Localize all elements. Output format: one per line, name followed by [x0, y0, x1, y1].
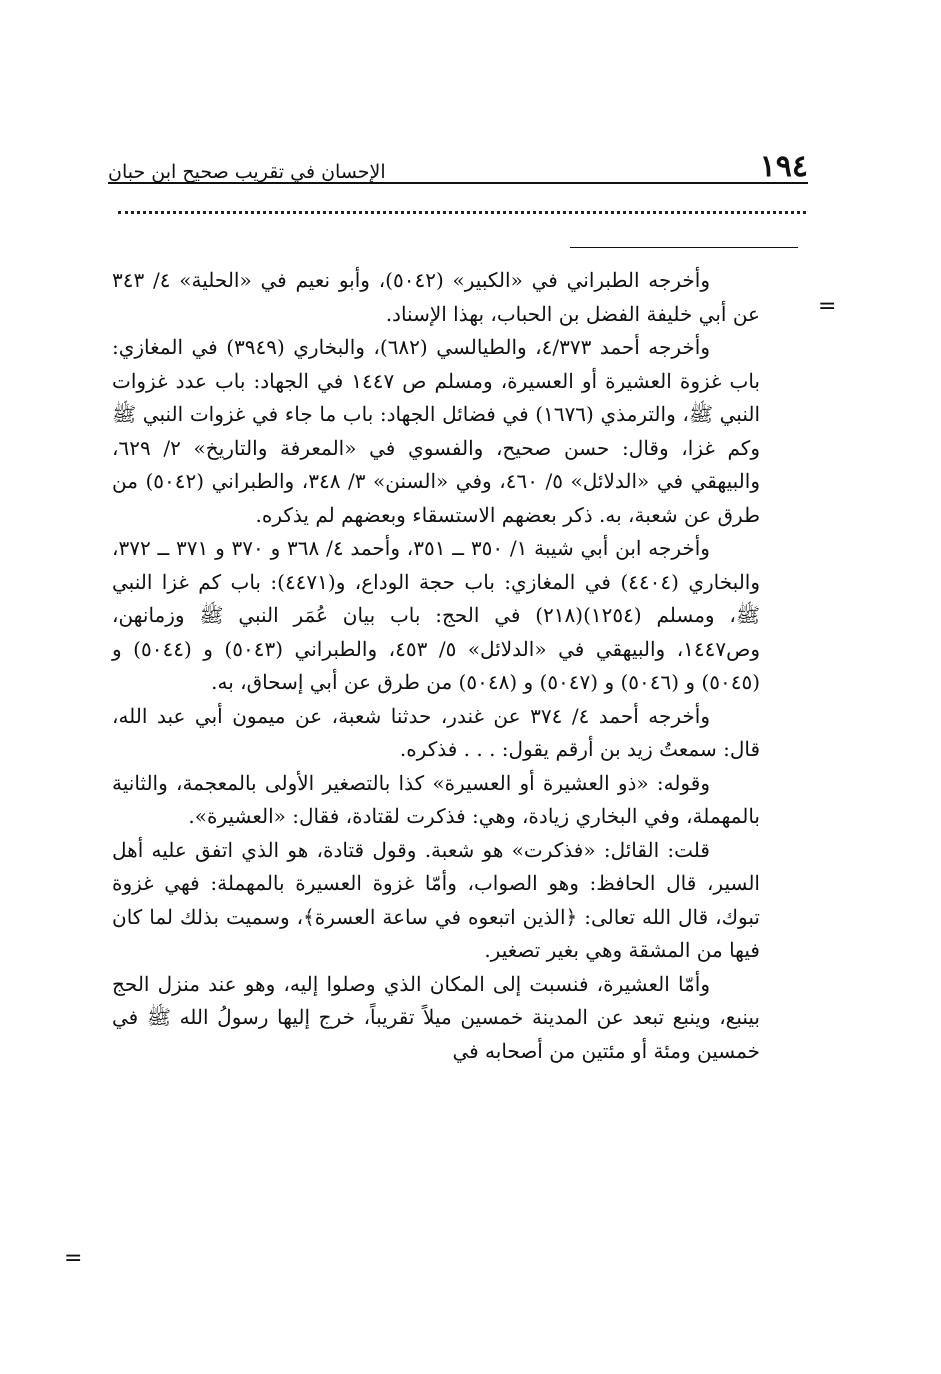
footnote-rule	[570, 247, 798, 248]
footnote-paragraph: وأخرجه ابن أبي شيبة ١/ ٣٥٠ ــ ٣٥١، وأحمد ٤/ ٣٦٨ و ٣٧٠ و ٣٧١ ــ ٣٧٢، والبخاري (٤٤٠٤) في المغازي: باب حجة الوداع، و(٤٤٧١): باب كم غزا النبي ﷺ، ومسلم (١٢٥٤)(٢١٨) في الحج: باب بيان عُمَر النبي ﷺ وزمانهن، وص١٤٤٧، والبيهقي في «الدلائل» ٥/ ٤٥٣، والطبراني (٥٠٤٣) و (٥٠٤٤) و (٥٠٤٥) و (٥٠٤٦) و (٥٠٤٧) و (٥٠٤٨) من طرق عن أبي إسحاق، به.	[112, 536, 761, 694]
dotted-separator	[118, 211, 806, 214]
footnote-paragraph: وقوله: «ذو العشيرة أو العسيرة» كذا بالتصغير الأولى بالمعجمة، والثانية بالمهملة، وفي البخاري زيادة، وهي: فذكرت لقتادة، فقال: «العشيرة».	[112, 770, 760, 828]
footnote-paragraph: وأمّا العشيرة، فنسبت إلى المكان الذي وصلوا إليه، وهو عند منزل الحج بينبع، وينبع تبعد عن المدينة خمسين ميلاً تقريباً، خرج إليها رسولُ الله ﷺ في خمسين ومئة أو مئتين من أصحابه في	[112, 971, 760, 1063]
continuation-mark-top: =	[818, 294, 837, 319]
footnotes	[112, 264, 760, 1068]
footnote-paragraph: قلت: القائل: «فذكرت» هو شعبة. وقول قتادة، هو الذي اتفق عليه أهل السير، قال الحافظ: وهو الصواب، وأمّا غزوة العسيرة بالمهملة: فهي غزوة تبوك، قال الله تعالى: ﴿الذين اتبعوه في ساعة العسرة﴾، وسميت بذلك لما كان فيها من المشقة وهي بغير تصغير.	[112, 837, 760, 962]
footnote-paragraph: وأخرجه أحمد ٤/٣٧٣، والطيالسي (٦٨٢)، والبخاري (٣٩٤٩) في المغازي: باب غزوة العشيرة أو العسيرة، ومسلم ص ١٤٤٧ في الجهاد: باب عدد غزوات النبي ﷺ، والترمذي (١٦٧٦) في فضائل الجهاد: باب ما جاء في غزوات النبي ﷺ وكم غزا، وقال: حسن صحيح، والفسوي في «المعرفة والتاريخ» ٢/ ٦٢٩، والبيهقي في «الدلائل» ٥/ ٤٦٠، وفي «السنن» ٣/ ٣٤٨، والطبراني (٥٠٤٢) من طرق عن شعبة، به. ذكر بعضهم الاستسقاء وبعضهم لم يذكره.	[112, 335, 761, 527]
footnote-paragraph: وأخرجه أحمد ٤/ ٣٧٤ عن غندر، حدثنا شعبة، عن ميمون أبي عبد الله، قال: سمعتُ زيد بن أرقم يقول: . . . فذكره.	[112, 703, 760, 761]
running-title: الإحسان في تقريب صحيح ابن حبان	[108, 161, 386, 183]
footnote-paragraph: وأخرجه الطبراني في «الكبير» (٥٠٤٢)، وأبو نعيم في «الحلية» ٤/ ٣٤٣ عن أبي خليفة الفضل بن الحباب، بهذا الإسناد.	[112, 268, 760, 326]
page-number: ١٩٤	[759, 149, 808, 184]
continuation-mark-bottom: =	[64, 1246, 83, 1271]
header-rule	[108, 182, 808, 184]
page-header	[108, 138, 808, 182]
